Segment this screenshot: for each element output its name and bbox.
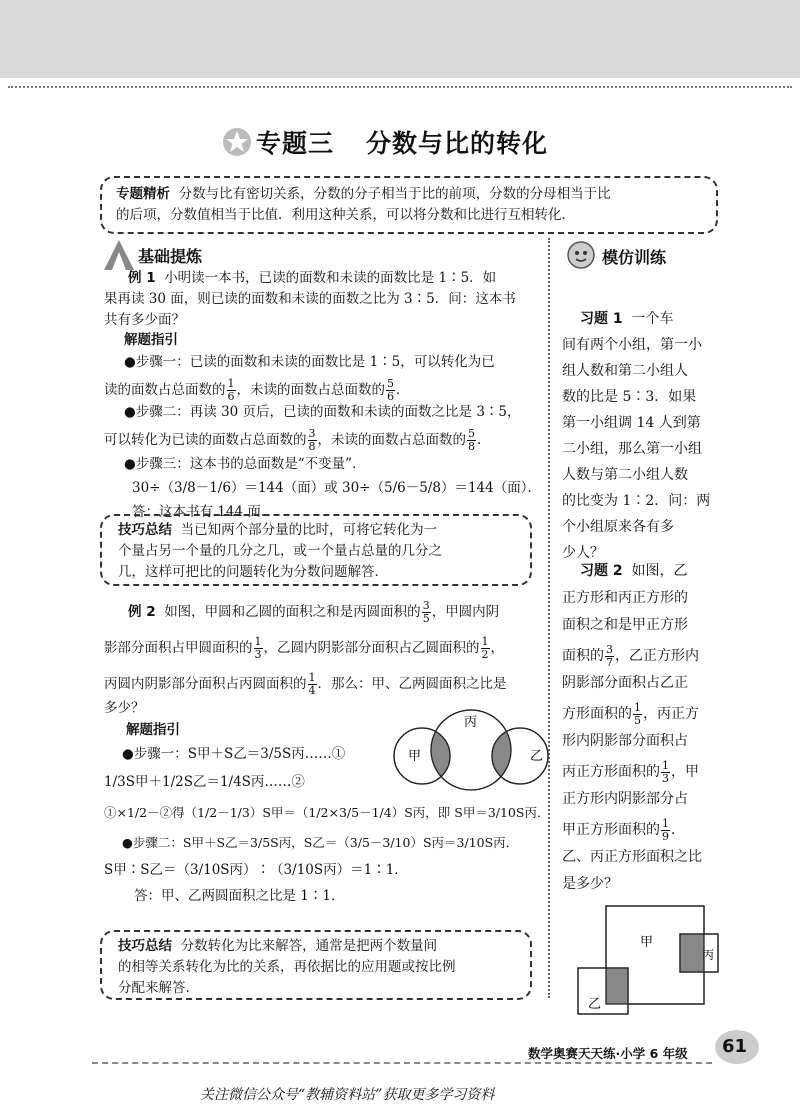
- intro-line1: 分数与比有密切关系，分数的分子相当于比的前项，分数的分母相当于比: [178, 186, 611, 202]
- frac-3-5: $\frac{3}{5}$: [422, 599, 430, 625]
- tip1-line2: 个量占另一个量的几分之几，或一个量占总量的几分之: [118, 543, 442, 559]
- ex1-answer: 答：这本书有 144 面．: [132, 504, 275, 520]
- ex1-step3: ●步骤三：这本书的总面数是“不变量”．: [124, 456, 366, 472]
- footer-book: 数学奥赛天天练·小学 6 年级: [528, 1046, 688, 1061]
- frac-5-8: $\frac{5}{8}$: [468, 427, 475, 453]
- ex2-line6: 丙圆内阴影部分面积占丙圆面积的: [104, 676, 307, 692]
- ex2-line7: ．那么：甲、乙两圆面积之比是: [317, 676, 507, 692]
- exr1-tag: 习题 1: [580, 311, 623, 327]
- face-icon: [566, 240, 596, 270]
- ex1-step2a: ●步骤二：再读 30 页后，已读的面数和未读的面数之比是 3∶5，: [124, 404, 521, 420]
- exr2-line4: 阴影部分面积占乙正: [562, 675, 688, 691]
- ex1-step1a: ●步骤一：已读的面数和未读的面数比是 1∶5，可以转化为已: [124, 354, 495, 370]
- ex1-line2: 果再读 30 面，则已读的面数和未读的面数之比为 3∶5．问：这本书: [104, 291, 516, 307]
- ex2-eq3: ①×1/2－②得（1/2－1/3）S甲＝（1/2×3/5－1/4）S丙，即 S甲＝3/10S丙．: [104, 805, 550, 820]
- exr2-line10: 乙、丙正方形面积之比: [562, 849, 702, 865]
- frac-1-4: $\frac{1}{4}$: [308, 671, 316, 697]
- ex1-step2c: ，未读的面数占总面数的: [317, 432, 466, 448]
- frac-1-6: $\frac{1}{6}$: [227, 377, 235, 403]
- ex1-guide: 解题指引: [124, 332, 178, 348]
- ex1-tag: 例 1: [128, 270, 156, 286]
- intro-box: [100, 176, 718, 234]
- footer-divider: [92, 1062, 712, 1064]
- square-figure: [576, 904, 722, 1016]
- frac-1-5: $\frac{1}{5}$: [634, 700, 641, 727]
- ex2-line2: ，甲圆内阴: [431, 604, 500, 620]
- frac-3-8: $\frac{3}{8}$: [308, 427, 316, 453]
- tip2-label: 技巧总结: [118, 938, 172, 954]
- ex1-line3: 共有多少面？: [104, 312, 185, 328]
- section-a-title: 基础提炼: [138, 247, 203, 266]
- exr1-line1: 间有两个小组，第一小: [562, 337, 702, 353]
- exr1-line5: 二小组，那么第一小组: [562, 441, 702, 457]
- exercise-1: [562, 306, 732, 566]
- ex1-step1c: ，未读的面数占总面数的: [236, 382, 385, 398]
- tip1-label: 技巧总结: [118, 522, 172, 538]
- exr2-line11: 是多少？: [562, 876, 618, 892]
- tip-box-1: [100, 514, 532, 586]
- tip1-line3: 几，这样可把比的问题转化为分数问题解答．: [118, 564, 388, 580]
- ex1-step1b: 读的面数占总面数的: [104, 382, 226, 398]
- ex2-line3: 影部分面积占甲圆面积的: [104, 640, 253, 656]
- exr1-line7: 的比变为 1∶2．问：两: [562, 493, 711, 509]
- ex1-step2b: 可以转化为已读的面数占总面数的: [104, 432, 307, 448]
- exr2-line8: 正方形内阴影部分占: [562, 791, 688, 807]
- intro-label: 专题精析: [116, 186, 170, 202]
- footer-note: 关注微信公众号“教辅资料站”获取更多学习资料: [200, 1087, 495, 1103]
- exr1-line4: 第一小组调 14 人到第: [562, 415, 701, 431]
- page-title: [222, 124, 548, 160]
- ex2-eq5: S甲∶S乙＝（3/10S丙）∶（3/10S丙）＝1∶1．: [104, 862, 408, 878]
- label-yi: 乙: [530, 749, 544, 764]
- tip2-line1: 分数转化为比来解答，通常是把两个数量间: [180, 938, 438, 954]
- ex1-line1: 小明读一本书，已读的面数和未读的面数比是 1∶5．如: [164, 270, 497, 286]
- tip-box-2: [100, 930, 532, 1000]
- exr2-line3a: 面积的: [562, 648, 604, 664]
- exr2-line9b: ．: [671, 822, 685, 838]
- exr2-line1: 正方形和丙正方形的: [562, 590, 688, 606]
- shade-yi-square: [606, 968, 628, 1004]
- top-divider: [8, 86, 792, 88]
- exr1-line2: 组人数和第二小组人: [562, 363, 688, 379]
- intro-line2: 的后项，分数值相当于比值．利用这种关系，可以将分数和比进行互相转化．: [116, 207, 575, 223]
- ex1-equation: 30÷（3/8－1/6）＝144（面）或 30÷（5/6－5/8）＝144（面）．: [132, 480, 541, 496]
- tip2-line3: 分配来解答．: [118, 980, 199, 996]
- exr1-line3: 数的比是 5∶3．如果: [562, 389, 697, 405]
- top-band: [0, 0, 800, 78]
- shade-bing-square: [680, 934, 704, 972]
- exr1-line6: 人数与第二小组人数: [562, 467, 688, 483]
- frac-3-7: $\frac{3}{7}$: [606, 642, 613, 669]
- ex2-line4: ，乙圆内阴影部分面积占乙圆面积的: [263, 640, 480, 656]
- label-bing: 丙: [464, 715, 478, 730]
- ex2-line8: 多少？: [104, 700, 145, 716]
- title-main: 专题三: [256, 129, 335, 158]
- ex2-eq1: ●步骤一：S甲＋S乙＝3/5S丙……①: [122, 746, 346, 762]
- ex2-tag: 例 2: [128, 604, 156, 620]
- exr2-line5b: ，丙正方: [643, 706, 699, 722]
- ex2-answer: 答：甲、乙两圆面积之比是 1∶1．: [134, 888, 345, 904]
- section-b-title: 模仿训练: [602, 248, 667, 267]
- circle-figure: [392, 706, 550, 800]
- frac-5-6: $\frac{5}{6}$: [387, 377, 394, 403]
- exr2-line7b: ，甲: [671, 764, 699, 780]
- column-separator: [548, 238, 550, 998]
- page-number: 61: [722, 1036, 748, 1057]
- ex2-line5: ，: [490, 640, 504, 656]
- title-sub: 分数与比的转化: [366, 129, 549, 158]
- exr1-line9: 少人？: [562, 545, 604, 561]
- exr2-line0: 如图，乙: [631, 563, 688, 579]
- section-a-letter: A: [114, 253, 124, 269]
- exercise-2: [562, 558, 732, 898]
- exr1-line8: 个小组原来各有多: [562, 519, 674, 535]
- frac-1-9: $\frac{1}{9}$: [662, 816, 669, 843]
- frac-1-2: $\frac{1}{2}$: [481, 635, 489, 661]
- exr2-line7a: 丙正方形面积的: [562, 764, 660, 780]
- exr1-line0: 一个车: [631, 311, 674, 327]
- tip2-line2: 的相等关系转化为比的关系，再依据比的应用题或按比例: [118, 959, 456, 975]
- section-a-icon: [102, 238, 136, 272]
- label-jia: 甲: [408, 749, 422, 764]
- ex2-guide: 解题指引: [126, 722, 180, 738]
- exr2-line3b: ，乙正方形内: [615, 648, 699, 664]
- sq-label-yi: 乙: [588, 997, 602, 1012]
- frac-1-3b: $\frac{1}{3}$: [662, 758, 669, 785]
- exr2-line9a: 甲正方形面积的: [562, 822, 660, 838]
- exr2-line5a: 方形面积的: [562, 706, 632, 722]
- sq-label-bing: 丙: [702, 948, 715, 962]
- ex2-eq4: ●步骤二：S甲＋S乙＝3/5S丙，S乙＝（3/5－3/10）S丙＝3/10S丙．: [122, 835, 519, 850]
- exr2-tag: 习题 2: [580, 563, 623, 579]
- exr2-line2: 面积之和是甲正方形: [562, 617, 688, 633]
- exr2-line6: 形内阴影部分面积占: [562, 733, 688, 749]
- frac-1-3: $\frac{1}{3}$: [254, 635, 262, 661]
- ex2-line1: 如图，甲圆和乙圆的面积之和是丙圆面积的: [164, 604, 421, 620]
- sq-label-jia: 甲: [640, 935, 654, 950]
- ex2-eq2: 1/3S甲＋1/2S乙＝1/4S丙……②: [104, 774, 305, 790]
- tip1-line1: 当已知两个部分量的比时，可将它转化为一: [180, 522, 438, 538]
